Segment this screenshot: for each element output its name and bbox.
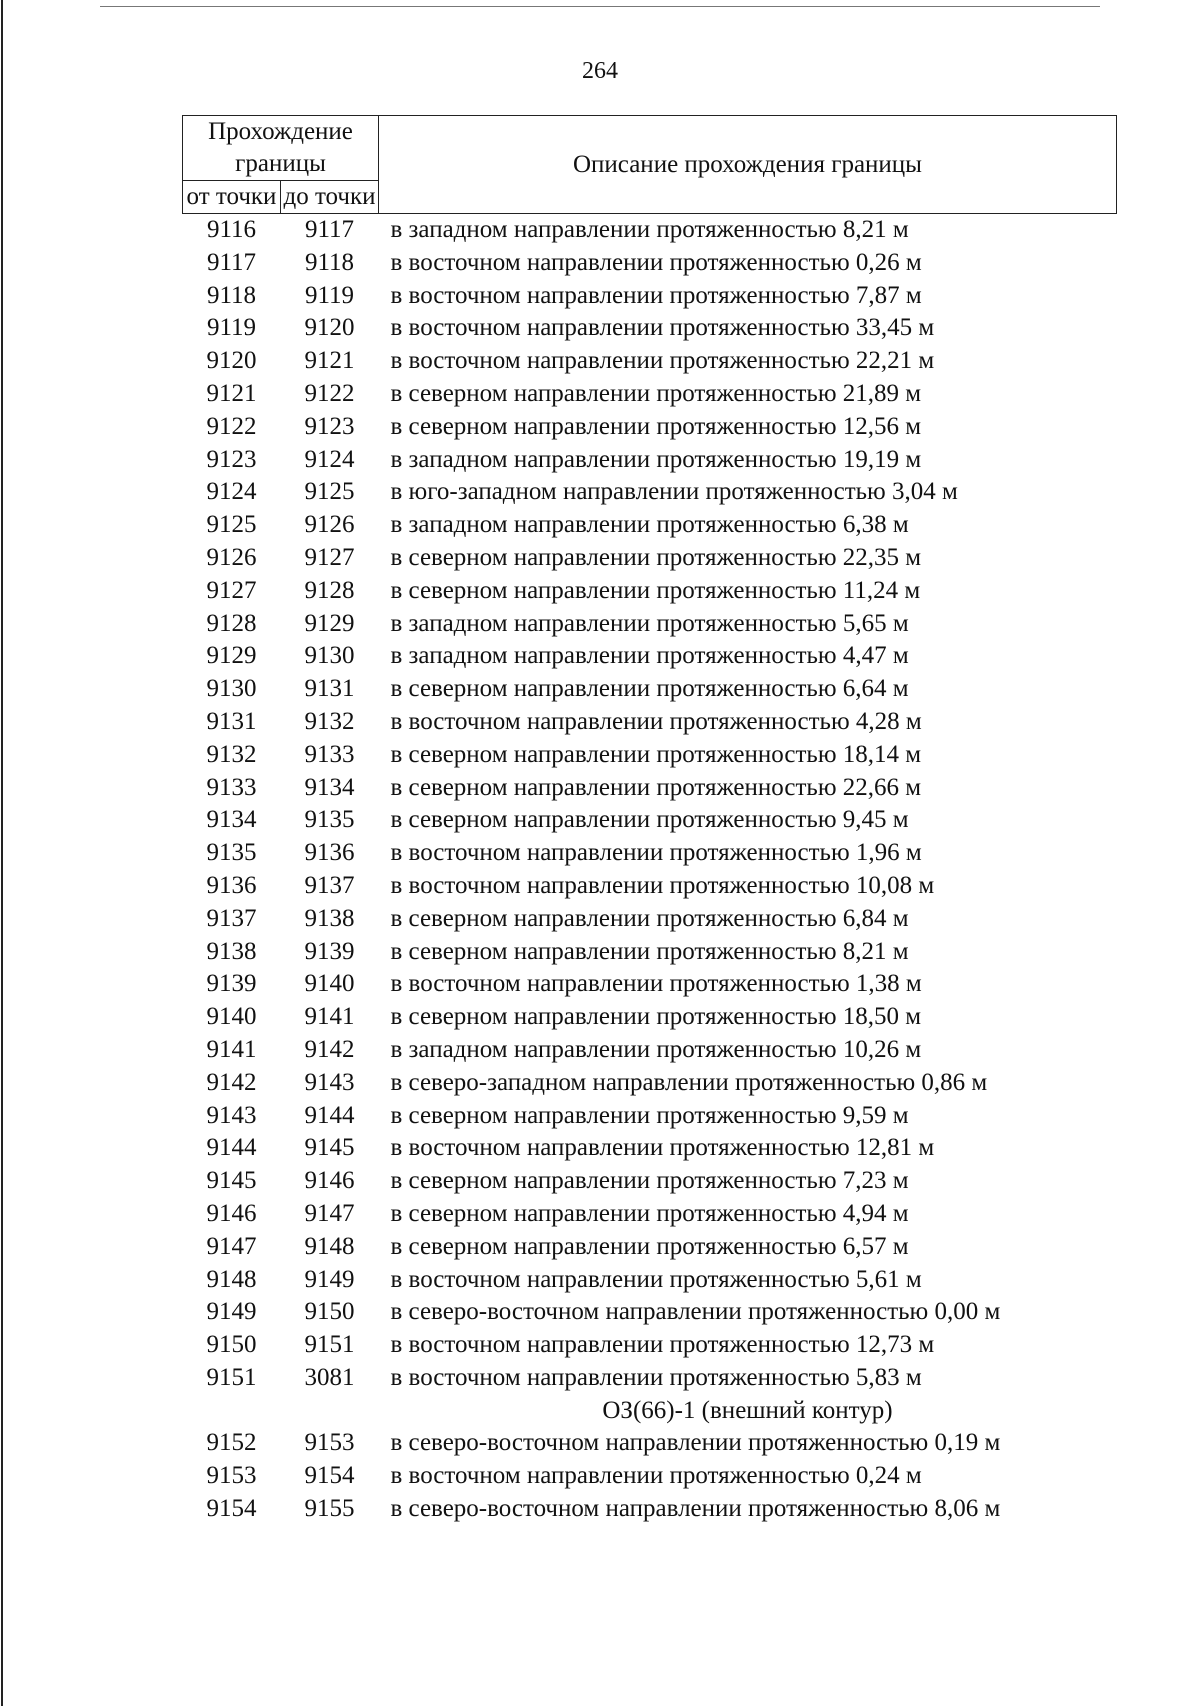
description-cell: в восточном направлении протяженностью 1,96 м bbox=[390, 839, 922, 867]
description-cell: в западном направлении протяженностью 19,19 м bbox=[390, 445, 922, 473]
description-cell: в северном направлении протяженностью 6,84 м bbox=[390, 904, 909, 932]
from-point-cell: 9116 bbox=[206, 216, 257, 243]
description-cell: в северном направлении протяженностью 6,57 м bbox=[390, 1232, 909, 1260]
description-cell: в северном направлении протяженностью 9,59 м bbox=[390, 1101, 909, 1129]
boundary-table bbox=[182, 115, 1117, 1526]
page-number: 264 bbox=[582, 58, 618, 84]
table-row bbox=[183, 936, 1117, 969]
description-cell: в северном направлении протяженностью 22,35 м bbox=[390, 543, 922, 571]
from-point-cell: 9130 bbox=[206, 675, 257, 703]
from-point-cell: 9122 bbox=[206, 412, 257, 440]
table-row bbox=[183, 1296, 1117, 1329]
from-point-cell: 9147 bbox=[206, 1232, 257, 1260]
table-row bbox=[183, 1001, 1117, 1034]
header-description: Описание прохождения границы bbox=[379, 116, 1117, 214]
section-title: ОЗ(66)-1 (внешний контур) bbox=[602, 1396, 893, 1424]
description-cell: в западном направлении протяженностью 4,47 м bbox=[390, 642, 909, 670]
from-point-cell: 9144 bbox=[206, 1134, 257, 1162]
from-point-cell: 9140 bbox=[206, 1003, 257, 1031]
table-row bbox=[183, 444, 1117, 477]
description-cell: в северном направлении протяженностью 6,64 м bbox=[390, 675, 909, 703]
table-row bbox=[183, 1132, 1117, 1165]
from-point-cell: 9153 bbox=[206, 1462, 257, 1490]
description-cell: в северном направлении протяженностью 18,14 м bbox=[390, 740, 922, 768]
to-point-cell: 9122 bbox=[304, 379, 355, 407]
from-point-cell: 9134 bbox=[206, 806, 257, 834]
description-cell: в северном направлении протяженностью 22,66 м bbox=[390, 773, 922, 801]
from-point-cell: 9151 bbox=[206, 1363, 257, 1391]
description-cell: в восточном направлении протяженностью 22,21 м bbox=[390, 347, 935, 375]
table-row bbox=[183, 608, 1117, 641]
to-point-cell: 9139 bbox=[304, 937, 355, 965]
to-point-cell: 9155 bbox=[304, 1495, 355, 1523]
table-row bbox=[183, 1264, 1117, 1297]
table-row bbox=[183, 1427, 1117, 1460]
description-cell: в северном направлении протяженностью 7,23 м bbox=[390, 1167, 909, 1195]
to-point-cell: 9147 bbox=[304, 1199, 355, 1227]
from-point-cell: 9127 bbox=[206, 576, 257, 604]
to-point-cell: 9150 bbox=[304, 1298, 355, 1326]
table-row bbox=[183, 378, 1117, 411]
to-point-cell: 9123 bbox=[304, 412, 355, 440]
description-cell: в северном направлении протяженностью 21,89 м bbox=[390, 379, 922, 407]
from-point-cell: 9129 bbox=[206, 642, 257, 670]
scan-edge-left bbox=[1, 0, 3, 1706]
table-row bbox=[183, 640, 1117, 673]
table-row bbox=[183, 870, 1117, 903]
to-point-cell: 9138 bbox=[304, 904, 355, 932]
description-cell: в западном направлении протяженностью 10,26 м bbox=[390, 1035, 922, 1063]
from-point-cell: 9137 bbox=[206, 904, 257, 932]
description-cell: в восточном направлении протяженностью 0,24 м bbox=[390, 1462, 922, 1490]
description-cell: в северо-восточном направлении протяженностью 8,06 м bbox=[390, 1495, 1001, 1523]
from-point-cell: 9121 bbox=[206, 379, 257, 407]
to-point-cell: 9131 bbox=[304, 675, 355, 703]
table-row bbox=[183, 1231, 1117, 1264]
description-cell: в восточном направлении протяженностью 33,45 м bbox=[390, 314, 935, 342]
table-row bbox=[183, 1100, 1117, 1133]
table-row bbox=[183, 1034, 1117, 1067]
scan-edge-top bbox=[100, 6, 1100, 7]
table-body bbox=[183, 214, 1117, 1526]
from-point-cell: 9124 bbox=[206, 478, 257, 506]
to-point-cell: 9121 bbox=[304, 347, 355, 375]
table-row bbox=[183, 706, 1117, 739]
table-row bbox=[183, 1198, 1117, 1231]
from-point-cell: 9117 bbox=[206, 248, 257, 276]
from-point-cell: 9132 bbox=[206, 740, 257, 768]
to-point-cell: 9137 bbox=[304, 871, 355, 899]
table-row bbox=[183, 411, 1117, 444]
section-row bbox=[183, 1395, 1117, 1428]
description-cell: в восточном направлении протяженностью 5,83 м bbox=[390, 1363, 922, 1391]
table-row bbox=[183, 1493, 1117, 1526]
description-cell: в северном направлении протяженностью 12,56 м bbox=[390, 412, 922, 440]
table-row bbox=[183, 312, 1117, 345]
to-point-cell: 9118 bbox=[304, 248, 355, 276]
table-row bbox=[183, 1067, 1117, 1100]
from-point-cell: 9154 bbox=[206, 1495, 257, 1523]
table-row bbox=[183, 476, 1117, 509]
table-row bbox=[183, 673, 1117, 706]
description-cell: в восточном направлении протяженностью 12,73 м bbox=[390, 1331, 935, 1359]
table-row bbox=[183, 575, 1117, 608]
to-point-cell: 9151 bbox=[304, 1331, 355, 1359]
from-point-cell: 9126 bbox=[206, 543, 257, 571]
table-row bbox=[183, 837, 1117, 870]
description-cell: в восточном направлении протяженностью 7,87 м bbox=[390, 281, 922, 309]
from-point-cell: 9125 bbox=[206, 511, 257, 539]
description-cell: в западном направлении протяженностью 5,65 м bbox=[390, 609, 909, 637]
to-point-cell: 9127 bbox=[304, 543, 355, 571]
table-row bbox=[183, 247, 1117, 280]
description-cell: в северном направлении протяженностью 8,21 м bbox=[390, 937, 909, 965]
from-point-cell: 9142 bbox=[206, 1068, 257, 1096]
table-row bbox=[183, 739, 1117, 772]
description-cell: в восточном направлении протяженностью 1,38 м bbox=[390, 970, 922, 998]
description-cell: в восточном направлении протяженностью 5,61 м bbox=[390, 1265, 922, 1293]
table-row bbox=[183, 903, 1117, 936]
description-cell: в юго-западном направлении протяженностью 3,04 м bbox=[390, 478, 958, 506]
to-point-cell: 9133 bbox=[304, 740, 355, 768]
to-point-cell: 9134 bbox=[304, 773, 355, 801]
to-point-cell: 9141 bbox=[304, 1003, 355, 1031]
to-point-cell: 9130 bbox=[304, 642, 355, 670]
header-group: Прохождение границы bbox=[183, 116, 379, 181]
from-point-cell: 9143 bbox=[206, 1101, 257, 1129]
table-row bbox=[183, 804, 1117, 837]
from-point-cell: 9135 bbox=[206, 839, 257, 867]
to-point-cell: 3081 bbox=[304, 1363, 355, 1391]
to-point-cell: 9119 bbox=[304, 281, 355, 309]
description-cell: в северном направлении протяженностью 9,45 м bbox=[390, 806, 909, 834]
to-point-cell: 9146 bbox=[304, 1167, 355, 1195]
to-point-cell: 9120 bbox=[304, 314, 355, 342]
description-cell: в северном направлении протяженностью 4,94 м bbox=[390, 1199, 909, 1227]
to-point-cell: 9136 bbox=[304, 839, 355, 867]
to-point-cell: 9142 bbox=[304, 1035, 355, 1063]
description-cell: в восточном направлении протяженностью 10,08 м bbox=[390, 871, 935, 899]
to-point-cell: 9132 bbox=[304, 707, 355, 735]
to-point-cell: 9145 bbox=[304, 1134, 355, 1162]
table-row bbox=[183, 1329, 1117, 1362]
from-point-cell: 9138 bbox=[206, 937, 257, 965]
table-row bbox=[183, 772, 1117, 805]
from-point-cell: 9146 bbox=[206, 1199, 257, 1227]
description-cell: в северо-восточном направлении протяженностью 0,00 м bbox=[390, 1298, 1001, 1326]
description-cell: в северо-западном направлении протяженностью 0,86 м bbox=[390, 1068, 988, 1096]
from-point-cell: 9139 bbox=[206, 970, 257, 998]
to-point-cell: 9148 bbox=[304, 1232, 355, 1260]
header-from-point: от точки bbox=[183, 181, 281, 214]
from-point-cell: 9148 bbox=[206, 1265, 257, 1293]
from-point-cell: 9128 bbox=[206, 609, 257, 637]
description-cell: в западном направлении протяженностью 6,38 м bbox=[390, 511, 909, 539]
table-row bbox=[183, 509, 1117, 542]
to-point-cell: 9149 bbox=[304, 1265, 355, 1293]
table-row bbox=[183, 345, 1117, 378]
to-point-cell: 9128 bbox=[304, 576, 355, 604]
table-row bbox=[183, 214, 1117, 247]
to-point-cell: 9135 bbox=[304, 806, 355, 834]
from-point-cell: 9131 bbox=[206, 707, 257, 735]
from-point-cell: 9120 bbox=[206, 347, 257, 375]
to-point-cell: 9153 bbox=[304, 1429, 355, 1457]
table-row bbox=[183, 968, 1117, 1001]
description-cell: в северо-восточном направлении протяженностью 0,19 м bbox=[390, 1429, 1001, 1457]
description-cell: в западном направлении протяженностью 8,21 м bbox=[390, 216, 909, 243]
from-point-cell: 9152 bbox=[206, 1429, 257, 1457]
to-point-cell: 9117 bbox=[304, 216, 355, 243]
description-cell: в северном направлении протяженностью 11,24 м bbox=[390, 576, 921, 604]
table-row bbox=[183, 280, 1117, 313]
to-point-cell: 9124 bbox=[304, 445, 355, 473]
from-point-cell: 9118 bbox=[206, 281, 257, 309]
to-point-cell: 9125 bbox=[304, 478, 355, 506]
to-point-cell: 9154 bbox=[304, 1462, 355, 1490]
header-to-point: до точки bbox=[281, 181, 379, 214]
from-point-cell: 9150 bbox=[206, 1331, 257, 1359]
from-point-cell: 9119 bbox=[206, 314, 257, 342]
to-point-cell: 9140 bbox=[304, 970, 355, 998]
from-point-cell: 9141 bbox=[206, 1035, 257, 1063]
description-cell: в восточном направлении протяженностью 12,81 м bbox=[390, 1134, 935, 1162]
to-point-cell: 9129 bbox=[304, 609, 355, 637]
to-point-cell: 9126 bbox=[304, 511, 355, 539]
from-point-cell: 9123 bbox=[206, 445, 257, 473]
from-point-cell: 9149 bbox=[206, 1298, 257, 1326]
table-row bbox=[183, 542, 1117, 575]
from-point-cell: 9133 bbox=[206, 773, 257, 801]
to-point-cell: 9144 bbox=[304, 1101, 355, 1129]
from-point-cell: 9145 bbox=[206, 1167, 257, 1195]
table-row bbox=[183, 1362, 1117, 1395]
table-row bbox=[183, 1460, 1117, 1493]
table-row bbox=[183, 1165, 1117, 1198]
description-cell: в восточном направлении протяженностью 4,28 м bbox=[390, 707, 922, 735]
description-cell: в восточном направлении протяженностью 0,26 м bbox=[390, 248, 922, 276]
description-cell: в северном направлении протяженностью 18,50 м bbox=[390, 1003, 922, 1031]
to-point-cell: 9143 bbox=[304, 1068, 355, 1096]
from-point-cell: 9136 bbox=[206, 871, 257, 899]
